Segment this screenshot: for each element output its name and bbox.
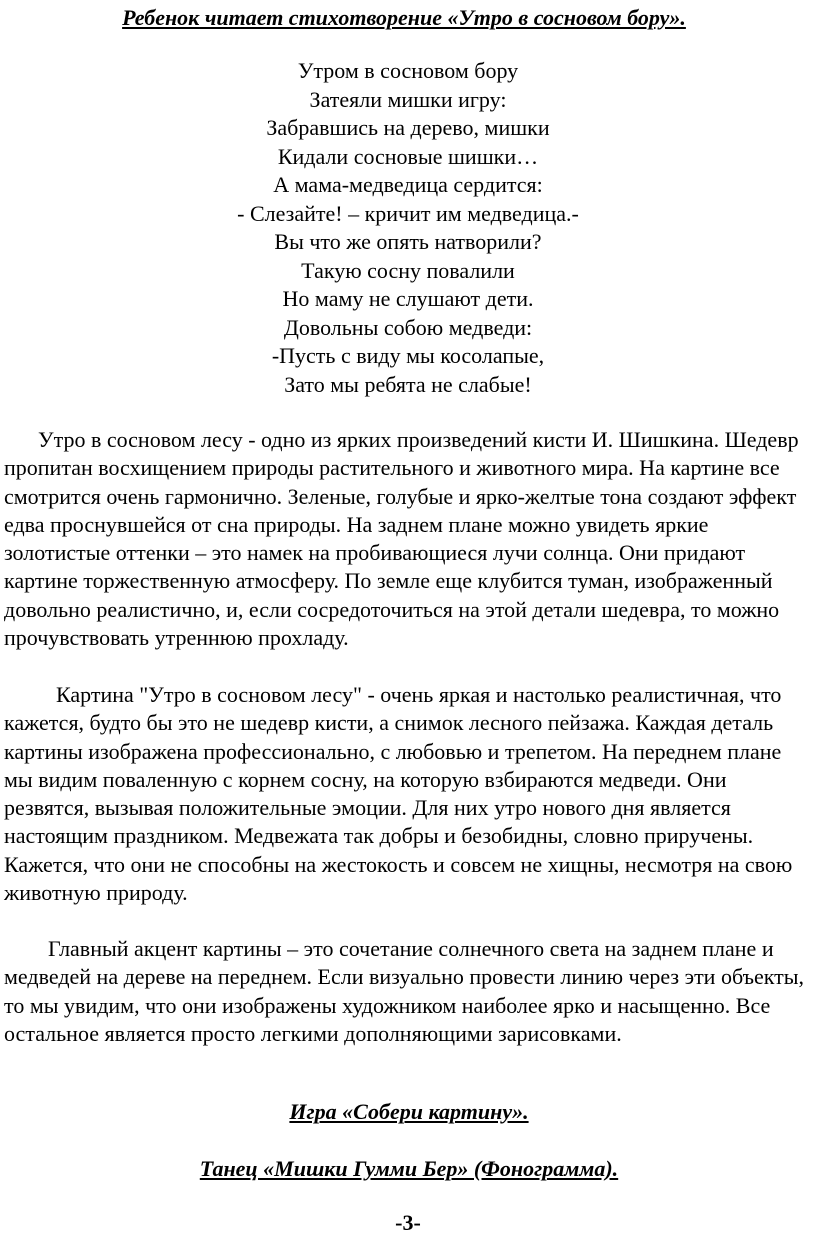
poem <box>0 57 816 399</box>
poem-line: Утром в сосновом бору <box>297 58 519 83</box>
poem-line: Такую сосну повалили <box>301 257 515 283</box>
paragraph-block-3 <box>4 935 809 1048</box>
poem-line: Вы что же опять натворили? <box>274 229 542 254</box>
dance-heading: Танец «Мишки Гумми Бер» (Фонограмма). <box>199 1156 619 1181</box>
poem-line: Забравшись на дерево, мишки <box>266 115 550 140</box>
poem-line: Довольны собою медведи: <box>283 314 533 340</box>
paragraph: Картина "Утро в сосновом лесу" - очень яркая и настолько реалистичная, что кажется, будто бы это не шедевр кисти, а снимок лесного пейзажа. Каждая деталь картины изображена профессионально, с любовью и трепетом. На переднем плане мы видим поваленную с корнем сосну, на которую взбираются медведи. Они резвятся, вызывая положительные эмоции. Для них утро нового дня является настоящим праздником. Медвежата так добры и безобидны, словно приручены. Кажется, что они не способны на жестокость и совсем не хищны, несмотря на свою животную природу. <box>4 682 793 906</box>
paragraph-block-2 <box>4 681 809 907</box>
page-title: Ребенок читает стихотворение «Утро в сосновом бору». <box>122 5 686 30</box>
page-number: -3- <box>395 1210 421 1235</box>
poem-line: Зато мы ребята не слабые! <box>284 371 532 397</box>
paragraph-block-1 <box>4 426 809 652</box>
poem-line: -Пусть с виду мы косолапые, <box>271 343 545 368</box>
poem-line: Но маму не слушают дети. <box>282 286 534 311</box>
poem-line: А мама-медведица сердится: <box>273 172 543 197</box>
paragraph: Утро в сосновом лесу - одно из ярких произведений кисти И. Шишкина. Шедевр пропитан восхищением природы растительного и животного мира. На картине все смотрится очень гармонично. Зеленые, голубые и ярко-желтые тона создают эффект едва проснувшейся от сна природы. На заднем плане можно увидеть яркие золотистые оттенки – это намек на пробивающиеся лучи солнца. Они придают картине торжественную атмосферу. По земле еще клубится туман, изображенный довольно реалистично, и, если сосредоточиться на этой детали шедевра, то можно прочувствовать утреннюю прохладу. <box>4 427 799 651</box>
poem-line: Затеяли мишки игру: <box>309 86 507 112</box>
poem-line: - Слезайте! – кричит им медведица.- <box>237 200 579 226</box>
game-heading: Игра «Собери картину». <box>289 1099 529 1124</box>
paragraph: Главный акцент картины – это сочетание солнечного света на заднем плане и медведей на дереве на переднем. Если визуально провести линию через эти объекты, то мы увидим, что они изображены художником наиболее ярко и насыщенно. Все остальное является просто легкими дополняющими зарисовками. <box>4 936 805 1046</box>
poem-line: Кидали сосновые шишки… <box>277 143 539 169</box>
